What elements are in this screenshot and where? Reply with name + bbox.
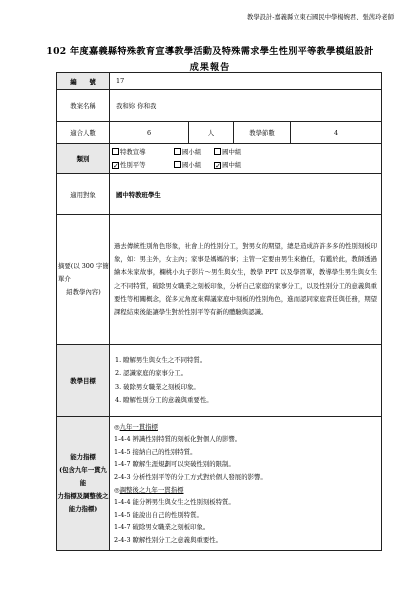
ability-item: 1-4-4 辨識性別特質的刻板化對個人的影響。: [114, 435, 242, 444]
ability-section-adjusted: ◎調整後之九年一貫指標: [114, 485, 184, 494]
ability-item: 1-4-7 瞭解生涯規劃可以突破性別的限制。: [114, 460, 235, 469]
ability-label: 能力指標 (包含九年一貫九能 力指標及調整後之 能力指標): [57, 417, 110, 551]
target-label: 適用對象: [57, 174, 110, 215]
row-number: [57, 73, 382, 90]
intro-label: 摘要(以 300 字簡單介 紹教學內容): [57, 215, 110, 345]
suitable-count: 6: [110, 122, 189, 144]
checkbox-icon[interactable]: [112, 148, 119, 155]
circle-icon: ◎: [114, 485, 120, 494]
number-value: 17: [110, 73, 382, 90]
checkbox-icon[interactable]: ✓: [215, 161, 221, 170]
option-gender-elementary[interactable]: 國小組: [174, 159, 212, 172]
row-goals: [57, 345, 382, 417]
lesson-plan-table: [56, 72, 382, 551]
ability-item: 1-4-5 接納自己的性別特質。: [114, 447, 197, 456]
row-ability: [57, 417, 382, 551]
category-label: 類別: [57, 144, 110, 174]
ability-list: [110, 417, 382, 551]
suitable-unit: 人: [189, 122, 234, 144]
unit-name-value: 我和妳 你和我: [110, 90, 382, 122]
ability-item: 2-4-3 瞭解性別分工之意義與重要性。: [114, 535, 223, 544]
periods-value: 4: [291, 122, 382, 144]
goals-label: 教學目標: [57, 345, 110, 417]
goals-list: [110, 345, 382, 417]
intro-text: 過去傳統性別角色形象，社會上的性別分工，對男女的期望，總是造成許許多多的性別刻板印象，如：男主外，女主內；家事是媽媽的事；主管一定要由男生來擔任，有鑑於此，教師透過繪本朱家故事，欄桃小丸子影片～男生與女生，教學 PPT 以及學習單，教導學生男生與女生之不同特質，破除男女職業之刻板印象，分析自己家庭的家事分工，以及性別分工的意義與重要性等相關概念，從多元角度來釋議家庭中刻板的性別角色，進而認同家庭責任與任務，期望課程結束後能讓學生對於性別平等有新的體驗與認識。: [110, 215, 382, 345]
goal-item: 4. 瞭解性別分工的意義與重要性。: [115, 395, 213, 404]
checkbox-icon[interactable]: [214, 148, 221, 155]
goal-item: 3. 破除男女職業之刻板印象。: [115, 382, 200, 391]
suitable-label: 適合人數: [57, 122, 110, 144]
ability-item: 2-4-3 分析性別平等的分工方式對於個人發展的影響。: [114, 472, 267, 481]
checkbox-icon[interactable]: [174, 148, 181, 155]
option-gender-equality[interactable]: ✓性別平等: [113, 160, 146, 170]
header-note: 教學設計-嘉義縣立東石國民中學楊婉君、張茜玲老師: [247, 14, 394, 21]
row-suitable: [57, 122, 382, 144]
ability-item: 1-4-5 能說出自己的性別特質。: [114, 510, 203, 519]
ability-section-standard: ◎九年一貫指標: [114, 422, 158, 431]
periods-label: 教學節數: [234, 122, 291, 144]
checkbox-icon[interactable]: ✓: [113, 161, 119, 170]
ability-item: 1-4-4 能分辨男生與女生之性別刻板特質。: [114, 498, 235, 507]
row-target: [57, 174, 382, 215]
option-special-ed[interactable]: 特教宣導: [112, 146, 172, 159]
unit-name-label: 教案名稱: [57, 90, 110, 122]
checkbox-icon[interactable]: [174, 161, 181, 168]
page-subtitle: 成果報告: [189, 62, 231, 73]
ability-item: 1-4-7 破除男女職業之刻板印象。: [114, 523, 210, 532]
row-category: [57, 144, 382, 174]
goal-item: 1. 瞭解男生與女生之不同特質。: [115, 355, 207, 364]
goal-item: 2. 認識家庭的家事分工。: [115, 369, 188, 378]
category-options: [110, 144, 382, 174]
circle-icon: ◎: [114, 422, 120, 431]
option-special-ed-elementary[interactable]: 國小組: [174, 146, 212, 159]
row-intro: [57, 215, 382, 345]
option-gender-junior[interactable]: ✓國中組: [215, 160, 242, 170]
row-unit-name: [57, 90, 382, 122]
number-label: 編 號: [57, 73, 110, 90]
option-special-ed-junior[interactable]: 國中組: [214, 146, 241, 159]
target-value: 國中特教班學生: [110, 174, 382, 215]
page-title: 102 年度嘉義縣特殊教育宣導教學活動及特殊需求學生性別平等教學模組設計: [46, 46, 374, 57]
